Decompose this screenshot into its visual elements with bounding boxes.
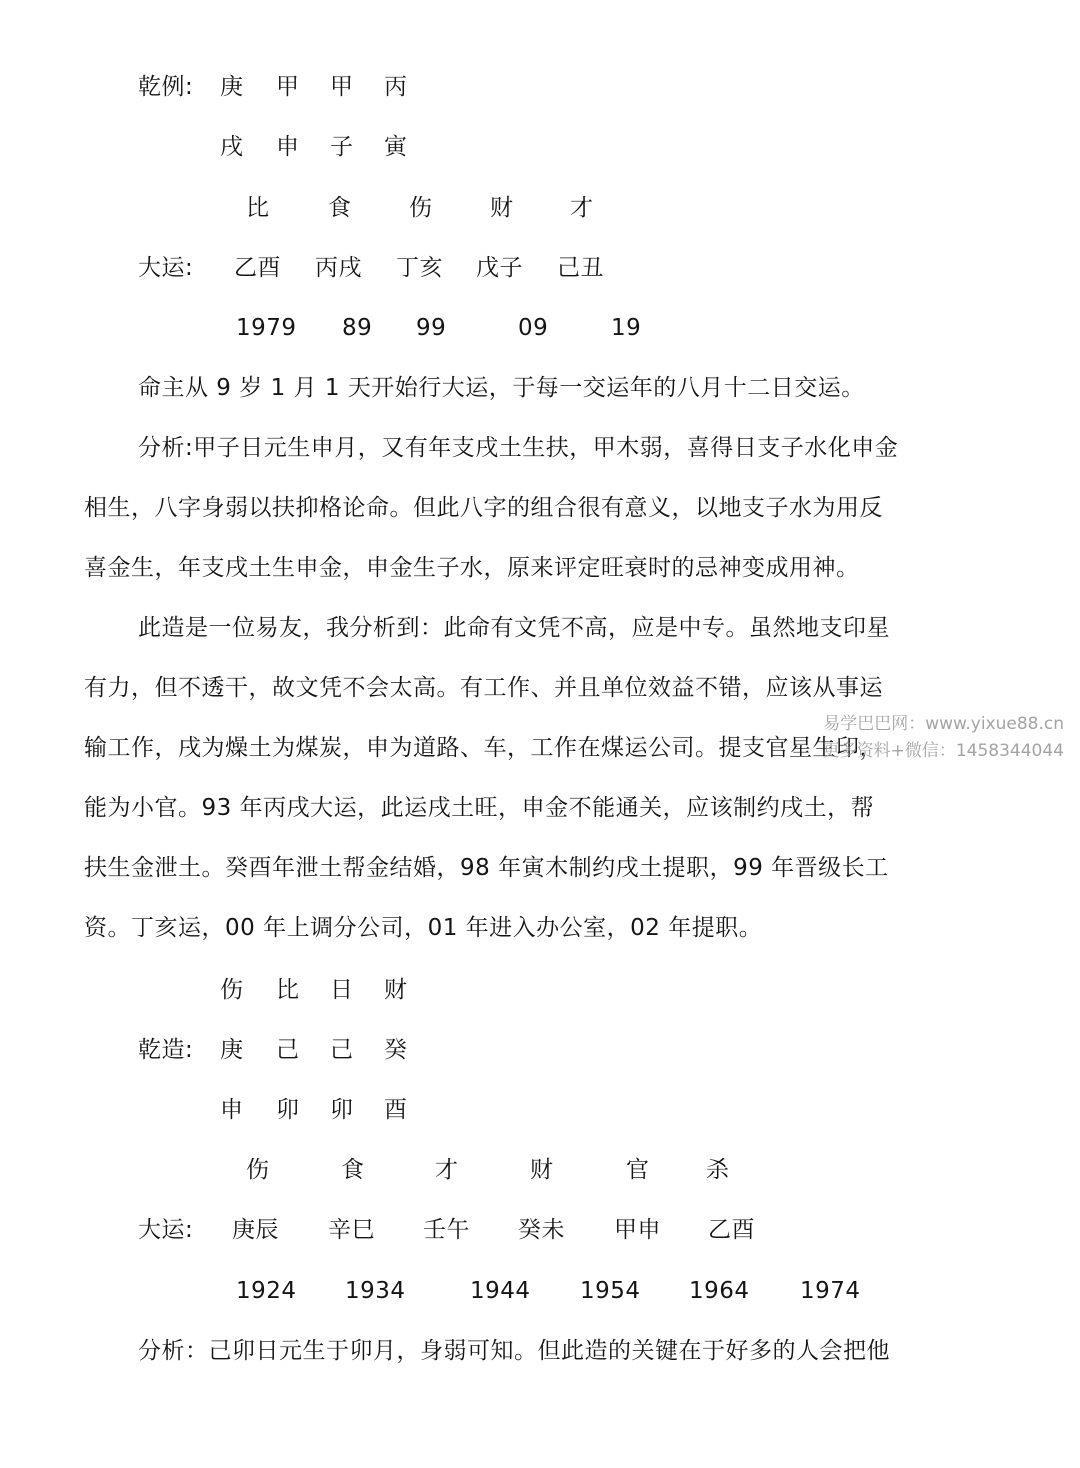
case2-dayun: 庚辰 [232,1217,279,1243]
case1-dayun-label: 大运: [138,255,194,281]
case2-branch: 酉 [384,1097,408,1123]
paragraph-line: 扶生金泄土。癸酉年泄土帮金结婚，98 年寅木制约戌土提职，99 年晋级长工 [84,855,889,881]
case1-branch: 子 [330,134,354,160]
paragraph-line: 有力，但不透干，故文凭不会太高。有工作、并且单位效益不错，应该从事运 [84,675,883,701]
case1-stem: 丙 [384,74,408,100]
paragraph-line: 分析:甲子日元生申月，又有年支戌土生扶，甲木弱，喜得日支子水化申金 [138,435,899,461]
case2-year: 1934 [345,1278,406,1304]
paragraph-line: 能为小官。93 年丙戌大运，此运戌土旺，申金不能通关，应该制约戌土，帮 [84,795,875,821]
case1-dayun: 戊子 [476,255,523,281]
case1-dayun: 己丑 [557,255,604,281]
case1-god: 伤 [409,195,433,221]
case2-analysis: 分析：己卯日元生于卯月，身弱可知。但此造的关键在于好多的人会把他 [138,1338,890,1364]
case2-top-god: 比 [276,977,300,1003]
case2-top-god: 日 [330,977,354,1003]
case2-stem: 庚 [220,1037,244,1063]
watermark-contact: 更多资料+微信：1458344044 [822,741,1064,761]
case2-dayun: 癸未 [518,1217,565,1243]
paragraph-line: 此造是一位易友，我分析到：此命有文凭不高，应是中专。虽然地支印星 [138,615,890,641]
case2-god: 伤 [246,1157,270,1183]
watermark-site: 易学巴巴网：www.yixue88.cn [823,714,1064,734]
case1-dayun: 乙酉 [234,255,281,281]
case1-year: 09 [518,315,549,341]
case2-dayun: 甲申 [614,1217,661,1243]
case2-dayun: 壬午 [423,1217,470,1243]
paragraph-line: 相生，八字身弱以扶抑格论命。但此八字的组合很有意义，以地支子水为用反 [84,495,883,521]
case2-year: 1974 [800,1278,861,1304]
paragraph-line: 资。丁亥运，00 年上调分公司，01 年进入办公室，02 年提职。 [84,915,763,941]
case1-stem: 甲 [276,74,300,100]
case1-year: 1979 [236,315,297,341]
case1-branch: 申 [276,134,300,160]
case2-top-god: 伤 [220,977,244,1003]
case1-dayun: 丙戌 [315,255,362,281]
case2-year: 1944 [470,1278,531,1304]
case2-god: 财 [530,1157,554,1183]
case2-stem: 癸 [384,1037,408,1063]
case2-dayun: 乙酉 [708,1217,755,1243]
case1-dayun: 丁亥 [396,255,443,281]
case2-god: 杀 [706,1157,730,1183]
case1-stem: 庚 [220,74,244,100]
case1-note: 命主从 9 岁 1 月 1 天开始行大运，于每一交运年的八月十二日交运。 [138,375,865,401]
case2-year: 1924 [236,1278,297,1304]
case2-god: 才 [435,1157,459,1183]
case1-branch: 戌 [220,134,244,160]
case1-god: 食 [328,195,352,221]
case1-year: 99 [416,315,447,341]
case1-label: 乾例: [138,74,194,100]
case2-label: 乾造: [138,1037,194,1063]
case2-dayun-label: 大运: [138,1217,194,1243]
case1-year: 89 [342,315,373,341]
case2-god: 食 [341,1157,365,1183]
case1-year: 19 [611,315,642,341]
case1-god: 财 [490,195,514,221]
case2-dayun: 辛巳 [328,1217,375,1243]
case2-year: 1964 [689,1278,750,1304]
paragraph-line: 输工作，戌为燥土为煤炭，申为道路、车，工作在煤运公司。提支官星生印， [84,735,883,761]
paragraph-line: 喜金生，年支戌土生申金，申金生子水，原来评定旺衰时的忌神变成用神。 [84,555,860,581]
case2-top-god: 财 [384,977,408,1003]
case2-branch: 申 [220,1097,244,1123]
case1-god: 比 [246,195,270,221]
case1-branch: 寅 [384,134,408,160]
case1-god: 才 [570,195,594,221]
case2-branch: 卯 [330,1097,354,1123]
case2-god: 官 [626,1157,650,1183]
case2-stem: 己 [276,1037,300,1063]
case2-year: 1954 [580,1278,641,1304]
case2-stem: 己 [330,1037,354,1063]
case2-branch: 卯 [276,1097,300,1123]
case1-stem: 甲 [330,74,354,100]
